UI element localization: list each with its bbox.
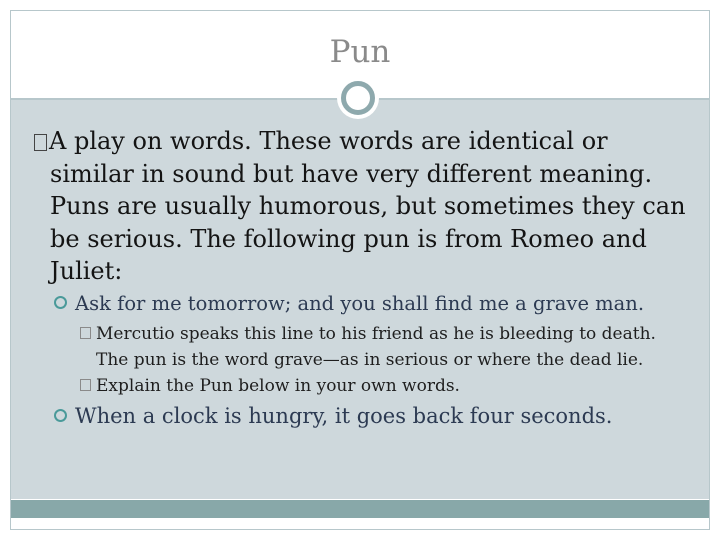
square-bullet-icon (80, 327, 91, 339)
sub-sub-bullet-text: Explain the Pun below in your own words. (96, 376, 460, 396)
circle-ornament (337, 77, 379, 119)
sub-sub-bullet-explanation (80, 321, 700, 373)
circle-bullet-icon (54, 296, 67, 309)
main-bullet-line (34, 125, 694, 158)
sub-sub-bullet-text: Mercutio speaks this line to his friend as he is bleeding to death. (96, 324, 656, 344)
sub-sub-bullet-instruction (80, 373, 700, 399)
main-bullet-line: Puns are usually humorous, but sometimes they can (50, 192, 686, 220)
main-bullet-line: Juliet: (50, 257, 123, 285)
main-bullet-line: be serious. The following pun is from Romeo and (50, 224, 647, 253)
sub-bullet-riddle (54, 404, 612, 428)
circle-bullet-icon (54, 409, 67, 422)
main-bullet-text: A play on words. These words are identical or (49, 127, 608, 155)
sub-bullet-text: Ask for me tomorrow; and you shall find me a grave man. (75, 292, 645, 315)
sub-bullet-text: When a clock is hungry, it goes back four seconds. (75, 404, 613, 428)
footer-bar (11, 500, 709, 518)
ring-icon (341, 81, 375, 115)
main-bullet-line: similar in sound but have very different meaning. (50, 159, 653, 188)
sub-sub-bullet-line (80, 321, 700, 347)
slide-title: Pun (329, 34, 391, 70)
sub-bullet-quote (54, 292, 644, 315)
sub-sub-bullet-line: The pun is the word grave—as in serious or where the dead lie. (96, 350, 644, 370)
main-bullet (34, 125, 694, 288)
square-bullet-icon (80, 379, 91, 391)
square-bullet-icon (34, 134, 47, 151)
